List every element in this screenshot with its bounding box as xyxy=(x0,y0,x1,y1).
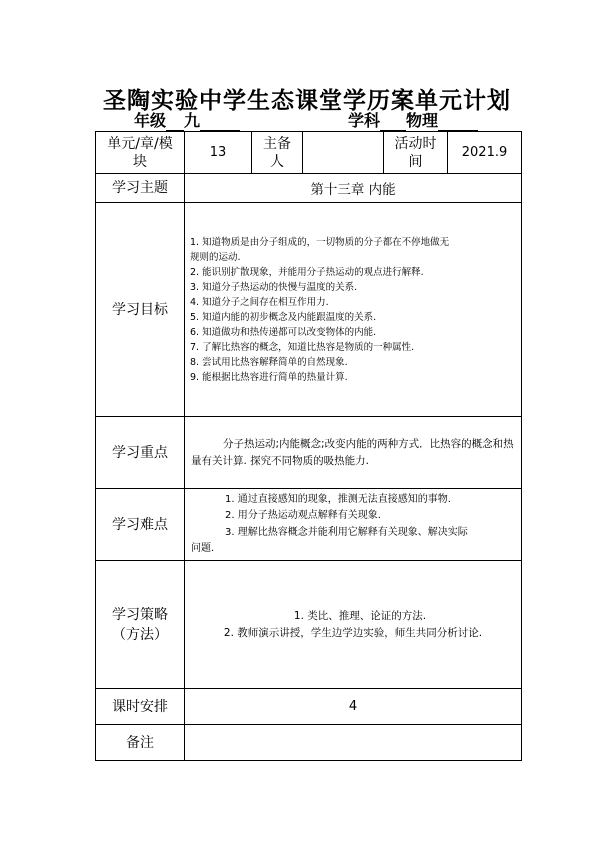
preparer-label-cell: 主备人 xyxy=(252,132,303,174)
schedule-label: 课时安排 xyxy=(96,689,185,725)
goal-item: 1. 知道物质是由分子组成的，一切物质的分子都在不停地做无 xyxy=(190,236,450,248)
difficulty-item: 问题. xyxy=(191,543,215,554)
preparer-value-cell xyxy=(303,132,384,174)
subject-value: 物理 xyxy=(406,111,439,130)
unit-label-cell: 单元/章/模块 xyxy=(96,132,185,174)
topic-row xyxy=(96,174,522,203)
date-value-cell: 2021.9 xyxy=(448,132,522,174)
key-points-label: 学习重点 xyxy=(96,417,185,489)
schedule-value: 4 xyxy=(185,689,522,725)
strategy-list xyxy=(185,561,522,689)
key-points-text: 分子热运动;内能概念;改变内能的两种方式．比热容的概念和热量有关计算. 探究不同物质的吸热能力. xyxy=(185,417,522,489)
unit-plan-table xyxy=(95,131,522,761)
difficulties-row xyxy=(96,489,522,561)
goals-row xyxy=(96,203,522,417)
goal-item: 规则的运动. xyxy=(190,251,241,263)
goal-item: 6. 知道做功和热传递都可以改变物体的内能. xyxy=(190,326,377,338)
topic-value: 第十三章 内能 xyxy=(185,174,522,203)
key-points-row xyxy=(96,417,522,489)
difficulty-item: 3. 理解比热容概念并能利用它解释有关现象、解决实际 xyxy=(225,526,468,538)
strategy-row xyxy=(96,561,522,689)
subject-label: 学科 xyxy=(348,111,381,130)
schedule-row xyxy=(96,689,522,725)
goal-item: 5. 知道内能的初步概念及内能跟温度的关系. xyxy=(190,311,377,323)
goal-item: 4. 知道分子之间存在相互作用力. xyxy=(190,296,329,308)
grade-value: 九 xyxy=(184,111,201,130)
goals-list xyxy=(185,203,522,417)
difficulty-item: 1. 通过直接感知的现象，推测无法直接感知的事物. xyxy=(225,493,451,505)
difficulties-label: 学习难点 xyxy=(96,489,185,561)
unit-value-cell: 13 xyxy=(185,132,252,174)
goals-label: 学习目标 xyxy=(96,203,185,417)
goal-item: 3. 知道分子热运动的快慢与温度的关系. xyxy=(190,281,358,293)
difficulty-item: 2. 用分子热运动观点解释有关现象. xyxy=(225,510,381,521)
goal-item: 7. 了解比热容的概念，知道比热容是物质的一种属性. xyxy=(190,341,415,353)
difficulties-list xyxy=(185,489,522,561)
strategy-item: 2. 教师演示讲授，学生边学边实验，师生共同分析讨论. xyxy=(223,626,483,639)
strategy-label: 学习策略 （方法） xyxy=(96,561,185,689)
document-title: 圣陶实验中学生态课堂学历案单元计划 xyxy=(103,87,511,114)
notes-label: 备注 xyxy=(96,725,185,761)
notes-value xyxy=(185,725,522,761)
goal-item: 9. 能根据比热容进行简单的热量计算. xyxy=(190,371,348,383)
grade-line xyxy=(134,108,240,131)
goal-item: 2. 能识别扩散现象，并能用分子热运动的观点进行解释. xyxy=(190,266,424,278)
date-label-cell: 活动时间 xyxy=(384,132,448,174)
goal-item: 8. 尝试用比热容解释简单的自然现象. xyxy=(190,356,348,368)
strategy-item: 1. 类比、推理、论证的方法. xyxy=(293,609,427,622)
topic-label: 学习主题 xyxy=(96,174,185,203)
subject-line xyxy=(348,108,478,131)
notes-row xyxy=(96,725,522,761)
grade-label: 年级 xyxy=(134,111,167,130)
header-row xyxy=(96,132,522,174)
